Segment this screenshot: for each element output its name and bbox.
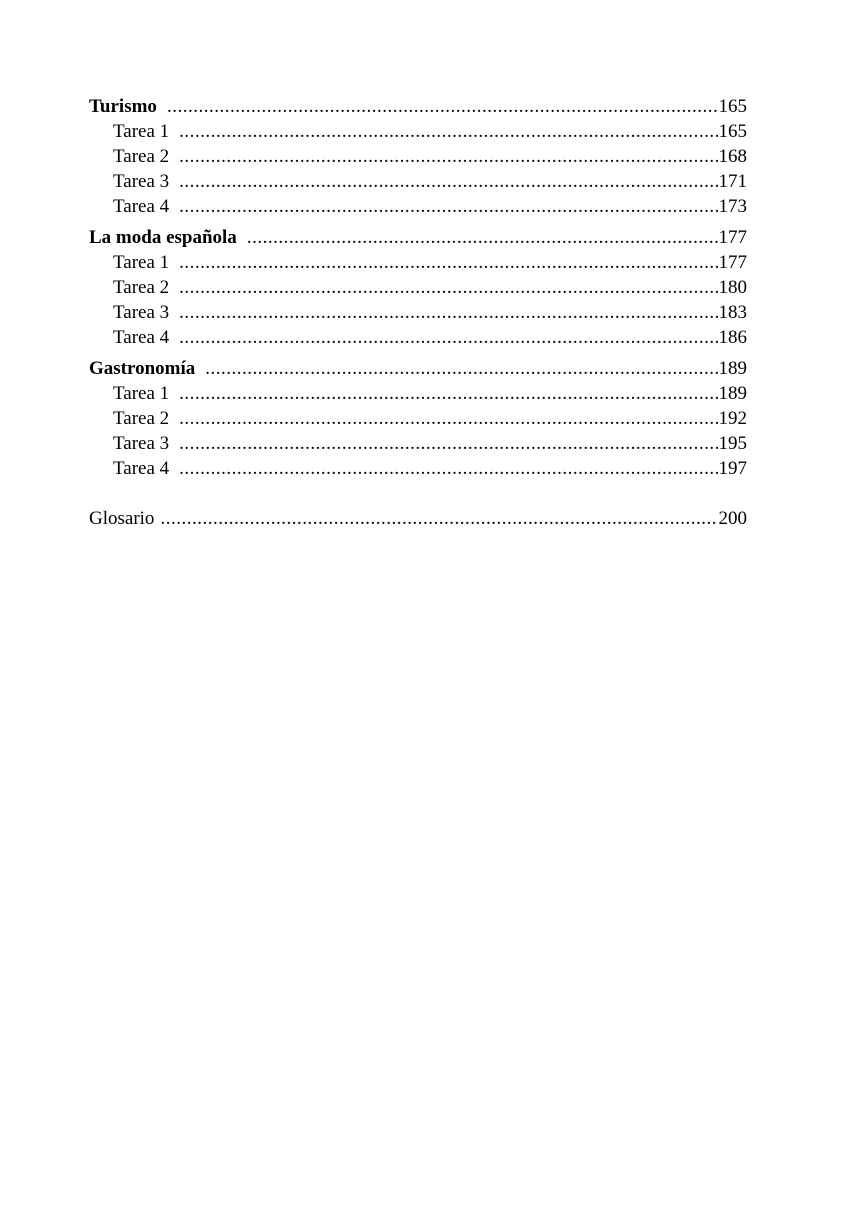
- toc-item[interactable]: [89, 300, 747, 325]
- dot-leader: [179, 194, 717, 219]
- table-of-contents: [89, 94, 747, 531]
- page-number: 189: [718, 358, 747, 379]
- dot-leader: [247, 225, 718, 250]
- item-label: Tarea 3: [113, 302, 170, 323]
- toc-section-gastronomia[interactable]: [89, 356, 747, 381]
- dot-leader: [179, 144, 717, 169]
- page-number: 183: [718, 302, 747, 323]
- dot-leader: [179, 275, 717, 300]
- toc-item[interactable]: [89, 169, 747, 194]
- dot-leader: [179, 381, 717, 406]
- toc-item[interactable]: [89, 381, 747, 406]
- toc-entry-glosario[interactable]: [89, 506, 747, 531]
- dot-leader: [179, 406, 717, 431]
- page-number: 195: [718, 433, 747, 454]
- page-number: 168: [718, 146, 747, 167]
- page-number: 165: [718, 121, 747, 142]
- toc-item[interactable]: [89, 406, 747, 431]
- item-label: Tarea 1: [113, 252, 170, 273]
- toc-item[interactable]: [89, 194, 747, 219]
- page-number: 192: [718, 408, 747, 429]
- page-number: 180: [718, 277, 747, 298]
- toc-item[interactable]: [89, 144, 747, 169]
- item-label: Tarea 4: [113, 196, 170, 217]
- page-number: 173: [718, 196, 747, 217]
- page-number: 197: [718, 458, 747, 479]
- item-label: Tarea 4: [113, 327, 170, 348]
- dot-leader: [179, 431, 717, 456]
- item-label: Tarea 1: [113, 121, 170, 142]
- glossary-label: Glosario: [89, 508, 155, 529]
- item-label: Tarea 2: [113, 146, 170, 167]
- dot-leader: [167, 94, 718, 119]
- page-number: 200: [718, 508, 747, 529]
- dot-leader: [179, 456, 717, 481]
- toc-item[interactable]: [89, 456, 747, 481]
- item-label: Tarea 4: [113, 458, 170, 479]
- toc-section-turismo[interactable]: [89, 94, 747, 119]
- section-title: Gastronomía: [89, 358, 196, 379]
- dot-leader: [160, 506, 717, 531]
- page-number: 186: [718, 327, 747, 348]
- dot-leader: [179, 169, 717, 194]
- dot-leader: [205, 356, 717, 381]
- page-number: 177: [718, 227, 747, 248]
- page-number: 177: [718, 252, 747, 273]
- dot-leader: [179, 250, 717, 275]
- item-label: Tarea 2: [113, 277, 170, 298]
- page-number: 171: [718, 171, 747, 192]
- page-number: 165: [718, 96, 747, 117]
- item-label: Tarea 2: [113, 408, 170, 429]
- toc-item[interactable]: [89, 325, 747, 350]
- toc-item[interactable]: [89, 275, 747, 300]
- toc-section-la-moda-espanola[interactable]: [89, 225, 747, 250]
- dot-leader: [179, 325, 717, 350]
- toc-item[interactable]: [89, 119, 747, 144]
- dot-leader: [179, 119, 717, 144]
- toc-item[interactable]: [89, 431, 747, 456]
- item-label: Tarea 1: [113, 383, 170, 404]
- page-number: 189: [718, 383, 747, 404]
- section-title: Turismo: [89, 96, 157, 117]
- toc-item[interactable]: [89, 250, 747, 275]
- dot-leader: [179, 300, 717, 325]
- section-title: La moda española: [89, 227, 237, 248]
- item-label: Tarea 3: [113, 433, 170, 454]
- item-label: Tarea 3: [113, 171, 170, 192]
